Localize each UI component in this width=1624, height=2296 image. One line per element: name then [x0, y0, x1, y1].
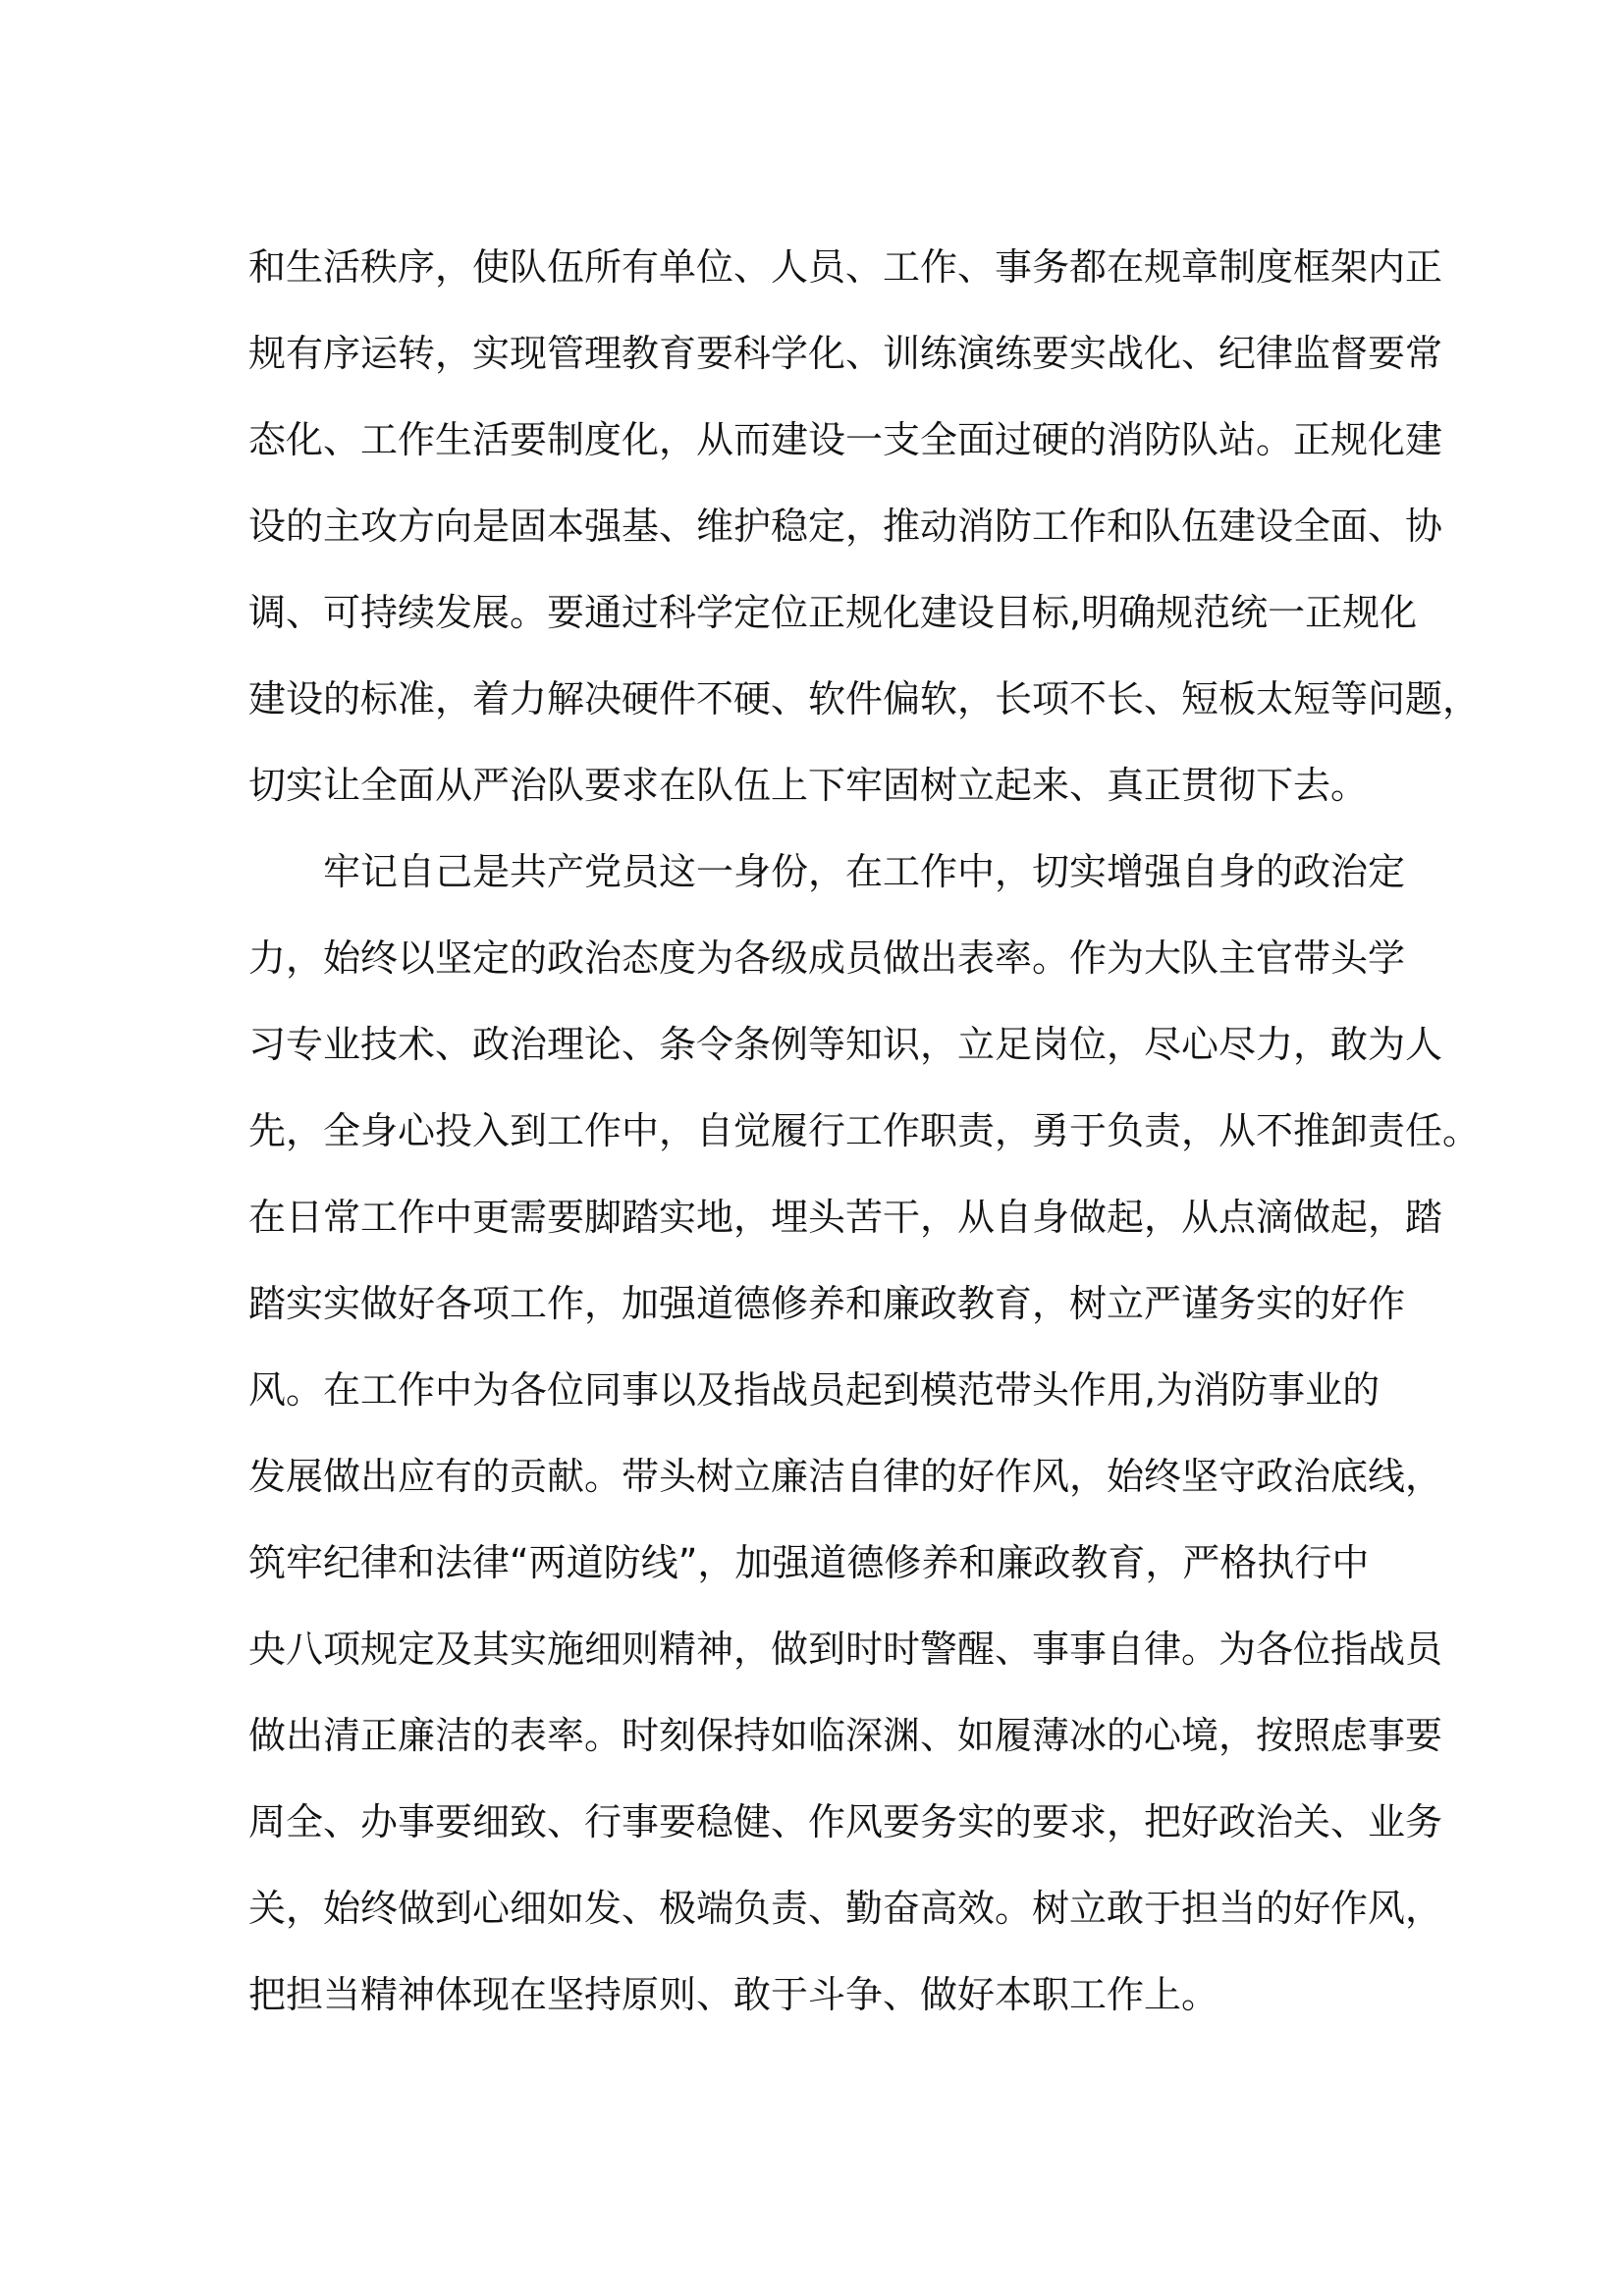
paragraph-line: 把担当精神体现在坚持原则、敢于斗争、做好本职工作上。 — [248, 1973, 1219, 2016]
paragraph-line: 调、可持续发展。要通过科学定位正规化建设目标,明确规范统一正规化 — [248, 591, 1418, 634]
paragraph-1 — [248, 224, 1481, 828]
paragraph-line: 规有序运转，实现管理教育要科学化、训练演练要实战化、纪律监督要常 — [248, 332, 1443, 375]
paragraph-line: 习专业技术、政治理论、条令条例等知识，立足岗位，尽心尽力，敢为人 — [248, 1023, 1443, 1066]
paragraph-line: 先，全身心投入到工作中，自觉履行工作职责，勇于负责，从不推卸责任。 — [248, 1109, 1481, 1152]
paragraph-line: 踏实实做好各项工作，加强道德修养和廉政教育，树立严谨务实的好作 — [248, 1282, 1406, 1325]
paragraph-line: 发展做出应有的贡献。带头树立廉洁自律的好作风，始终坚守政治底线， — [248, 1455, 1443, 1498]
paragraph-line: 力，始终以坚定的政治态度为各级成员做出表率。作为大队主官带头学 — [248, 936, 1406, 980]
paragraph-line: 央八项规定及其实施细则精神，做到时时警醒、事事自律。为各位指战员 — [248, 1628, 1443, 1671]
paragraph-line: 筑牢纪律和法律“两道防线”，加强道德修养和廉政教育，严格执行中 — [248, 1541, 1370, 1584]
paragraph-line: 设的主攻方向是固本强基、维护稳定，推动消防工作和队伍建设全面、协 — [248, 505, 1443, 548]
document-body — [248, 224, 1481, 2038]
paragraph-line: 做出清正廉洁的表率。时刻保持如临深渊、如履薄冰的心境，按照虑事要 — [248, 1714, 1443, 1757]
paragraph-line: 牢记自己是共产党员这一身份，在工作中，切实增强自身的政治定 — [248, 850, 1406, 893]
paragraph-line: 关，始终做到心细如发、极端负责、勤奋高效。树立敢于担当的好作风， — [248, 1887, 1443, 1930]
paragraph-line: 和生活秩序，使队伍所有单位、人员、工作、事务都在规章制度框架内正 — [248, 245, 1443, 289]
paragraph-line: 风。在工作中为各位同事以及指战员起到模范带头作用,为消防事业的 — [248, 1368, 1380, 1412]
paragraph-line: 切实让全面从严治队要求在队伍上下牢固树立起来、真正贯彻下去。 — [248, 764, 1369, 807]
paragraph-2 — [248, 828, 1481, 2038]
paragraph-line: 周全、办事要细致、行事要稳健、作风要务实的要求，把好政治关、业务 — [248, 1800, 1443, 1843]
paragraph-line: 在日常工作中更需要脚踏实地，埋头苦干，从自身做起，从点滴做起，踏 — [248, 1196, 1443, 1239]
paragraph-line: 建设的标准，着力解决硬件不硬、软件偏软，长项不长、短板太短等问题， — [248, 677, 1481, 721]
paragraph-line: 态化、工作生活要制度化，从而建设一支全面过硬的消防队站。正规化建 — [248, 418, 1443, 461]
